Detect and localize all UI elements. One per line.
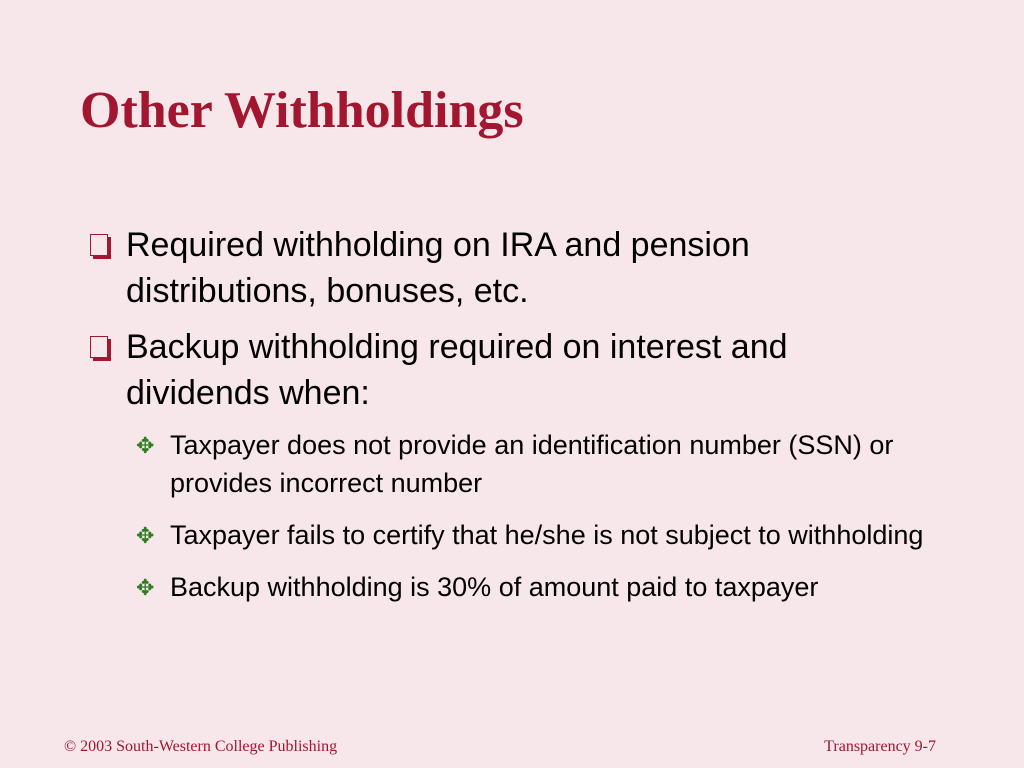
sub-bullet-list xyxy=(134,426,940,606)
sub-bullet-text: Backup withholding is 30% of amount paid to taxpayer xyxy=(170,572,819,602)
hollow-square-icon xyxy=(90,336,108,358)
sub-bullet-item xyxy=(134,516,940,554)
clover-cross-icon: ✥ xyxy=(136,434,155,459)
bullet-text: Backup withholding required on interest and dividends when: xyxy=(126,328,788,412)
bullet-text: Required withholding on IRA and pension distributions, bonuses, etc. xyxy=(126,226,750,310)
footer-copyright: © 2003 South-Western College Publishing xyxy=(64,738,338,755)
bullet-item xyxy=(90,222,940,314)
clover-cross-icon: ✥ xyxy=(136,576,155,601)
sub-bullet-item xyxy=(134,426,940,502)
sub-bullet-text: Taxpayer fails to certify that he/she is not subject to withholding xyxy=(170,520,924,550)
bullet-item xyxy=(90,324,940,416)
slide-title: Other Withholdings xyxy=(80,82,524,139)
bullet-list xyxy=(90,222,940,620)
sub-bullet-item xyxy=(134,568,940,606)
sub-bullet-text: Taxpayer does not provide an identification number (SSN) or provides incorrect number xyxy=(170,430,894,498)
footer-transparency-number: Transparency 9-7 xyxy=(824,738,936,755)
hollow-square-icon xyxy=(90,234,108,256)
clover-cross-icon: ✥ xyxy=(136,524,155,549)
